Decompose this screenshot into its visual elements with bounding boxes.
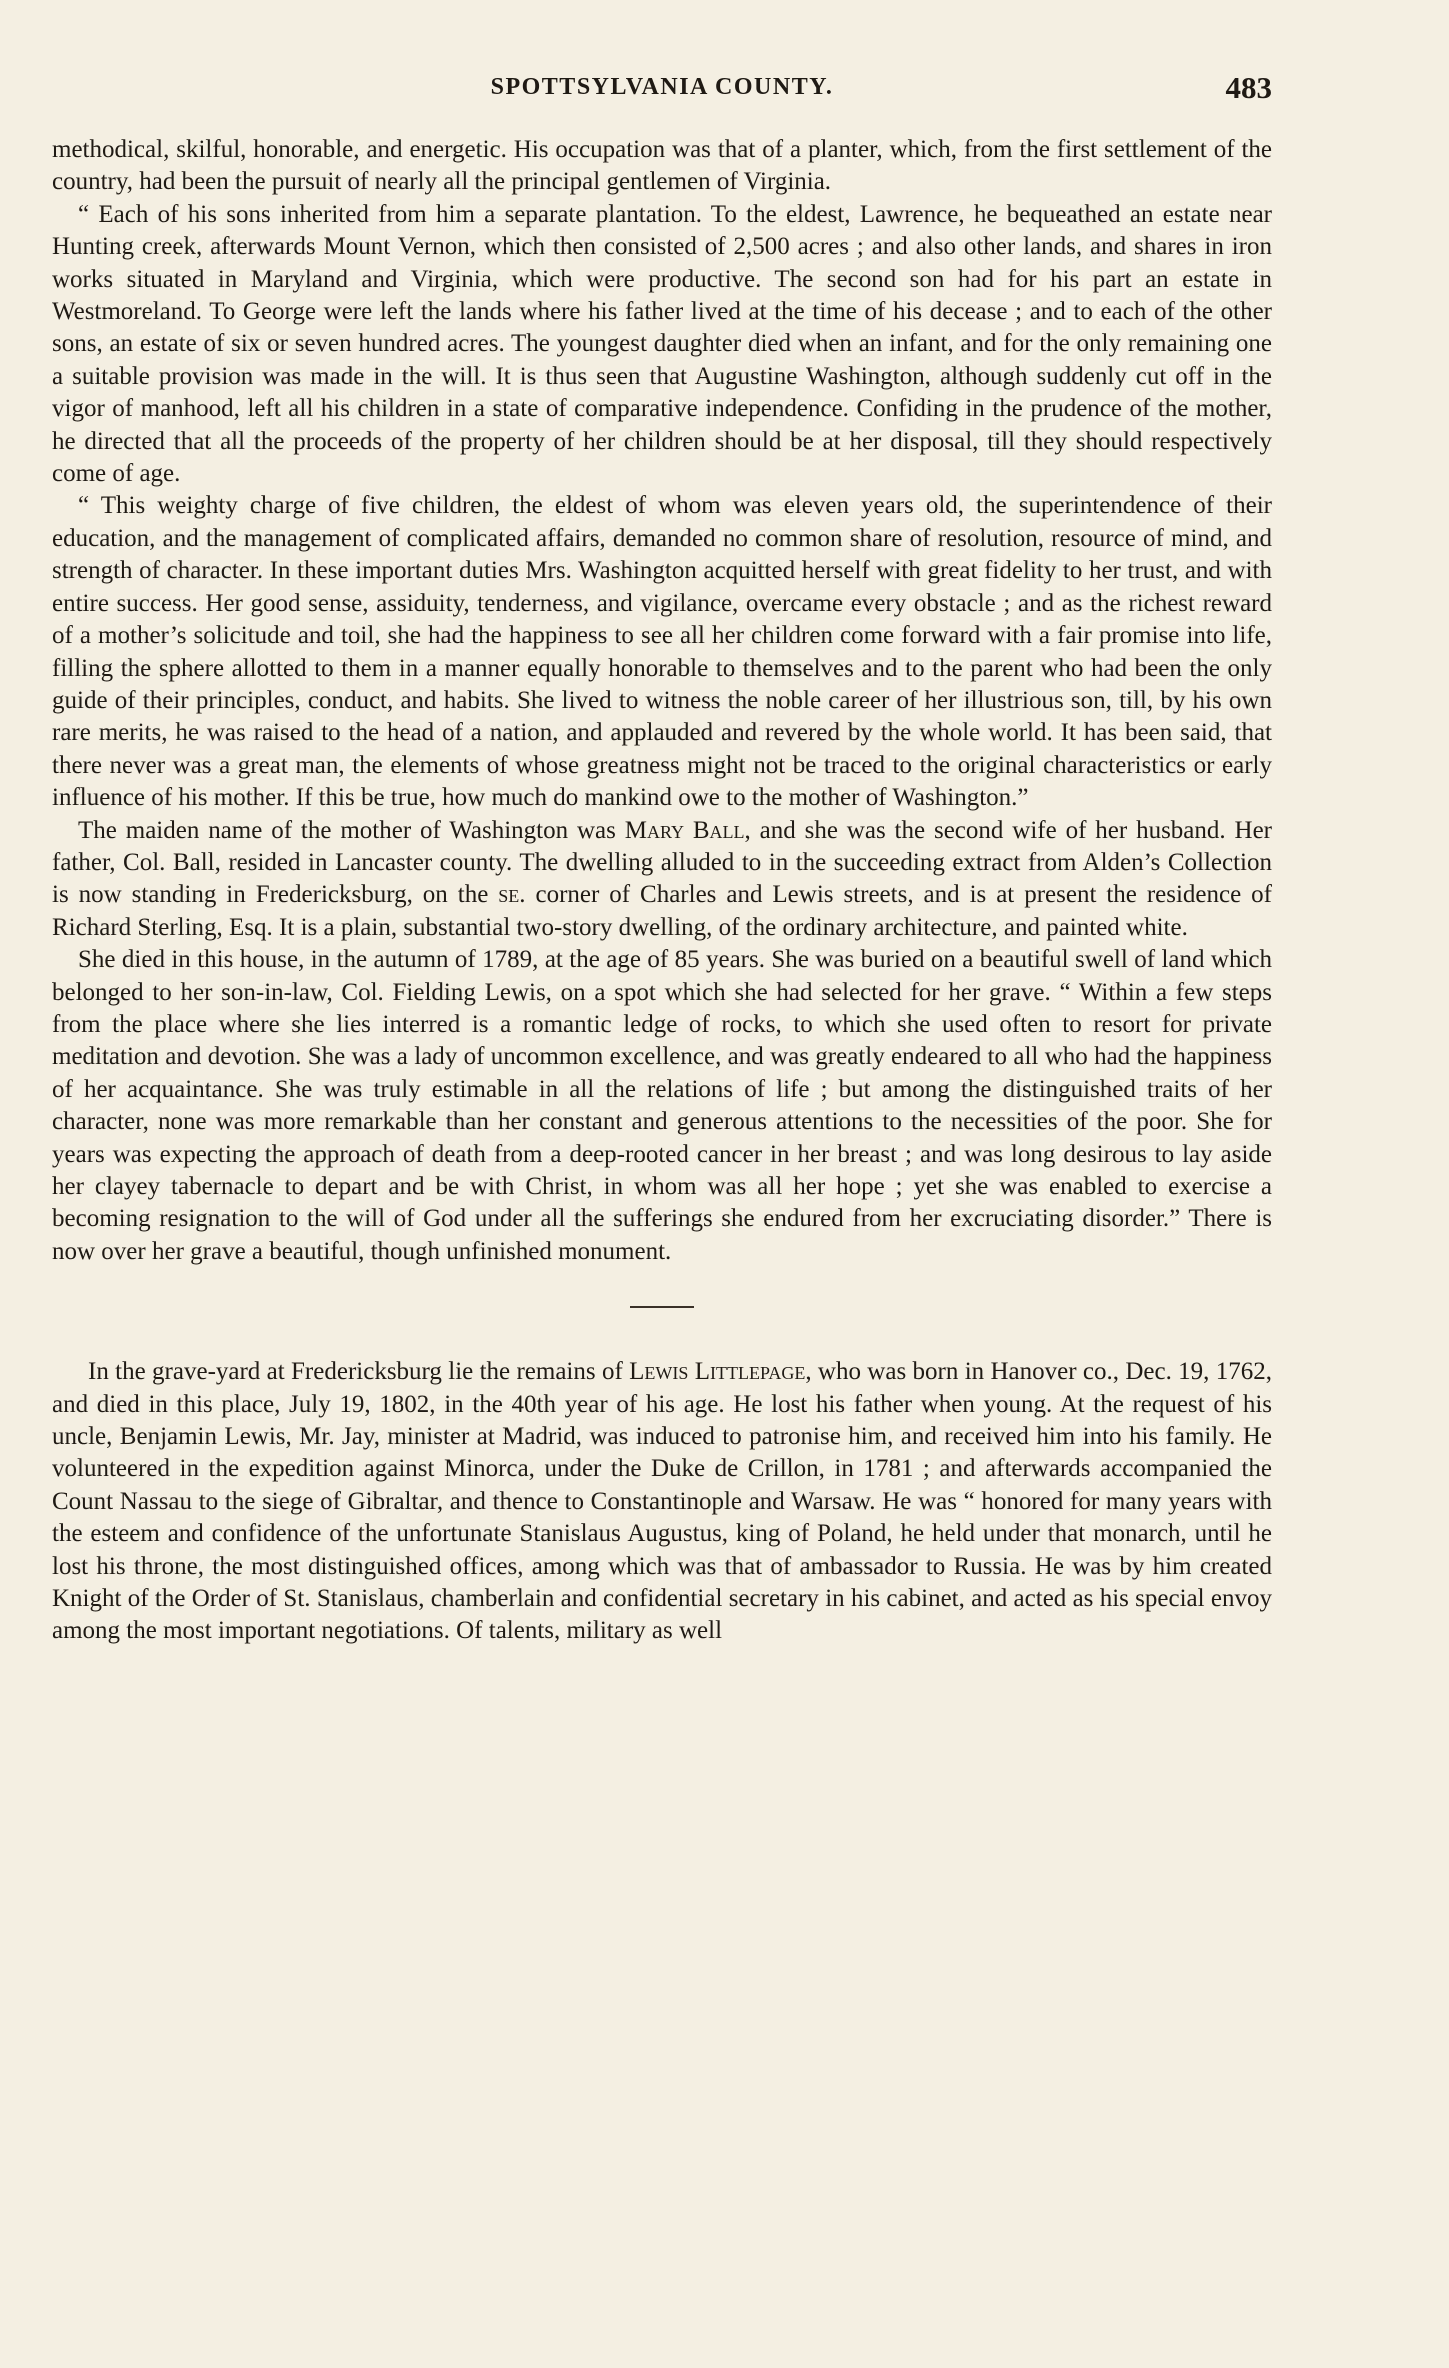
person-name-lewis-littlepage: Lewis Littlepage xyxy=(629,1358,806,1386)
maiden-text-3: corner of Charles and Lewis streets, and is at present the residence of Richard Sterling, Esq. It is a plain, substantial two-story dwelling, of the ordinary architecture, and painted white. xyxy=(52,881,1272,941)
paragraph-littlepage xyxy=(52,1356,1272,1648)
paragraph-death: She died in this house, in the autumn of 1789, at the age of 85 years. She was buried on a beautiful swell of land which belonged to her son-in-law, Col. Fielding Lewis, on a spot which she had selected for her grave. “ Within a few steps from the place where she lies interred is a romantic ledge of rocks, to which she used often to resort for private meditation and devotion. She was a lady of uncommon excellence, and was greatly endeared to all who had the happiness of her acquaintance. She was truly estimable in all the relations of life ; but among the distinguished traits of her character, none was more remarkable than her constant and generous attentions to the necessities of the poor. She for years was expecting the approach of death from a deep-rooted cancer in her breast ; and was long desirous to lay aside her clayey tabernacle to depart and be with Christ, in whom was all her hope ; yet she was enabled to exercise a becoming resignation to the will of God under all the sufferings she endured from her excruciating disorder.” There is now over her grave a beautiful, though unfinished monument. xyxy=(52,946,1272,1265)
direction-abbr: se. xyxy=(498,881,526,909)
maiden-text-1: The maiden name of the mother of Washington was xyxy=(78,816,625,844)
paragraph-continuation: methodical, skilful, honorable, and energetic. His occupation was that of a planter, which, from the first settlement of the country, had been the pursuit of nearly all the principal gentlemen of Virginia. xyxy=(52,136,1272,196)
book-page xyxy=(52,70,1272,1648)
maiden-text-2: , and she was the second wife of her husband. Her father, Col. Ball, resided in Lancaster county. The dwelling alluded to in the succeeding extract from Alden’s Collection is now standing in Fredericksburg, on the xyxy=(52,816,1272,909)
littlepage-section xyxy=(52,1356,1272,1648)
section-divider xyxy=(630,1306,694,1308)
page-number: 483 xyxy=(1225,70,1272,105)
paragraph-sons-inheritance: “ Each of his sons inherited from him a separate plantation. To the eldest, Lawrence, he bequeathed an estate near Hunting creek, afterwards Mount Vernon, which then consisted of 2,500 acres ; and also other lands, and shares in iron works situated in Maryland and Virginia, which were productive. The second son had for his part an estate in Westmoreland. To George were left the lands where his father lived at the time of his decease ; and to each of the other sons, an estate of six or seven hundred acres. The youngest daughter died when an infant, and for the only remaining one a suitable provision was made in the will. It is thus seen that Augustine Washington, although suddenly cut off in the vigor of manhood, left all his children in a state of comparative independence. Confiding in the prudence of the mother, he directed that all the proceeds of the property of her children should be at her disposal, till they should respectively come of age. xyxy=(52,200,1272,488)
running-head: SPOTTSYLVANIA COUNTY. xyxy=(490,74,834,100)
person-name-mary-ball: Mary Ball xyxy=(624,816,745,844)
paragraph-maiden-name xyxy=(52,815,1272,945)
littlepage-text-2: , who was born in Hanover co., Dec. 19, 1762, and died in this place, July 19, 1802, in the 40th year of his age. He lost his father when young. At the request of his uncle, Benjamin Lewis, Mr. Jay, minister at Madrid, was induced to patronise him, and received him into his family. He volunteered in the expedition against Minorca, under the Duke de Crillon, in 1781 ; and afterwards accompanied the Count Nassau to the siege of Gibraltar, and thence to Constantinople and Warsaw. He was “ honored for many years with the esteem and confidence of the unfortunate Stanislaus Augustus, king of Poland, he held under that monarch, until he lost his throne, the most distinguished offices, among which was that of ambassador to Russia. He was by him created Knight of the Order of St. Stanislaus, chamberlain and confidential secretary in his cabinet, and acted as his special envoy among the most important negotiations. Of talents, military as well xyxy=(52,1358,1273,1645)
littlepage-text-1: In the grave-yard at Fredericksburg lie the remains of xyxy=(88,1358,630,1386)
page-header xyxy=(52,70,1272,114)
paragraph-weighty-charge: “ This weighty charge of five children, the eldest of whom was eleven years old, the superintendence of their education, and the management of complicated affairs, demanded no common share of resolution, resource of mind, and strength of character. In these important duties Mrs. Washington acquitted herself with great fidelity to her trust, and with entire success. Her good sense, assiduity, tenderness, and vigilance, overcame every obstacle ; and as the richest reward of a mother’s solicitude and toil, she had the happiness to see all her children come forward with a fair promise into life, filling the sphere allotted to them in a manner equally honorable to themselves and to the parent who had been the only guide of their principles, conduct, and habits. She lived to witness the noble career of her illustrious son, till, by his own rare merits, he was raised to the head of a nation, and applauded and revered by the whole world. It has been said, that there never was a great man, the elements of whose greatness might not be traced to the original characteristics or early influence of his mother. If this be true, how much do mankind owe to the mother of Washington.” xyxy=(52,492,1272,812)
main-text xyxy=(52,134,1272,1268)
